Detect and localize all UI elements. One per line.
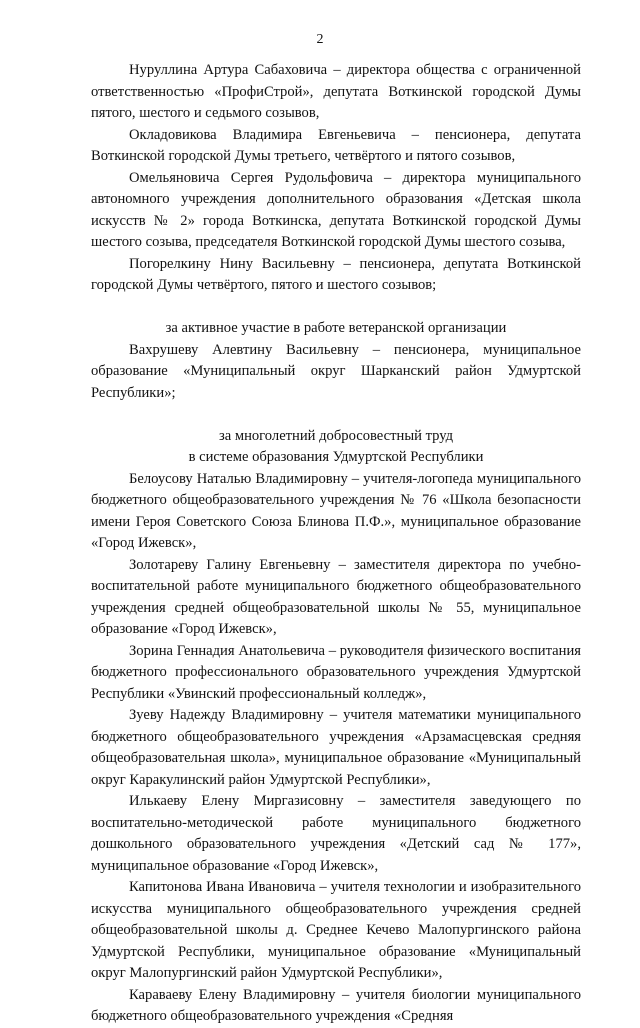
paragraph: Нуруллина Артура Сабаховича – директора общества с ограниченной ответственностью «ПрофиСтрой», депутата Воткинской городской Думы пятого, шестого и седьмого созывов, (91, 62, 581, 121)
paragraph: Вахрушеву Алевтину Васильевну – пенсионера, муниципальное образование «Муниципальный округ Шарканский район Удмуртской Республики»; (91, 341, 581, 401)
paragraph: Капитонова Ивана Ивановича – учителя технологии и изобразительного искусства муниципального общеобразовательного учреждения средней общеобразовательной школы д. Среднее Кечево Малопургинского района Удмуртской Республики, муниципальное образование «Муниципальный округ Малопургинский район Удмуртской Республики», (91, 879, 581, 981)
paragraph: Караваеву Елену Владимировну – учителя биологии муниципального бюджетного общеобразовательного учреждения «Средняя (91, 986, 581, 1024)
paragraph: Омельяновича Сергея Рудольфовича – директора муниципального автономного учреждения дополнительного образования «Детская школа искусств № 2» города Воткинска, депутата Воткинской городской Думы шестого созыва, председателя Воткинской городской Думы шестого созыва, (91, 169, 581, 250)
blank-line (91, 297, 581, 319)
section-heading: за многолетний добросовестный труд (218, 427, 454, 444)
document-body (91, 60, 581, 1028)
paragraph: Зуеву Надежду Владимировну – учителя математики муниципального бюджетного общеобразовательного учреждения «Арзамасцевская средняя общеобразовательная школа», муниципальное образование «Муниципальный округ Каракулинский район Удмуртской Республики», (91, 707, 581, 788)
paragraph: Окладовикова Владимира Евгеньевича – пенсионера, депутата Воткинской городской Думы третьего, четвёртого и пятого созывов, (91, 126, 581, 164)
section-heading: за активное участие в работе ветеранской организации (165, 320, 507, 336)
paragraph: Белоусову Наталью Владимировну – учителя-логопеда муниципального бюджетного общеобразовательного учреждения № 76 «Школа безопасности имени Героя Советского Союза Блинова П.Ф.», муниципальное образование «Город Ижевск», (91, 470, 581, 551)
paragraph: Илькаеву Елену Миргазисовну – заместителя заведующего по воспитательно-методической работе муниципального бюджетного дошкольного образовательного учреждения «Детский сад № 177», муниципальное образование «Город Ижевск», (91, 793, 581, 874)
paragraph: Золотареву Галину Евгеньевну – заместителя директора по учебно-воспитательной работе муниципального бюджетного общеобразовательного учреждения средней общеобразовательной школы № 55, муниципальное образование «Город Ижевск», (91, 556, 581, 637)
page-number: 2 (316, 32, 324, 47)
section-heading: в системе образования Удмуртской Республики (188, 449, 484, 465)
paragraph: Зорина Геннадия Анатольевича – руководителя физического воспитания бюджетного профессионального образовательного учреждения Удмуртской Республики «Увинский профессиональный колледж», (91, 642, 581, 702)
paragraph: Погорелкину Нину Васильевну – пенсионера, депутата Воткинской городской Думы четвёртого, пятого и шестого созывов; (91, 255, 581, 293)
blank-line (91, 404, 581, 426)
